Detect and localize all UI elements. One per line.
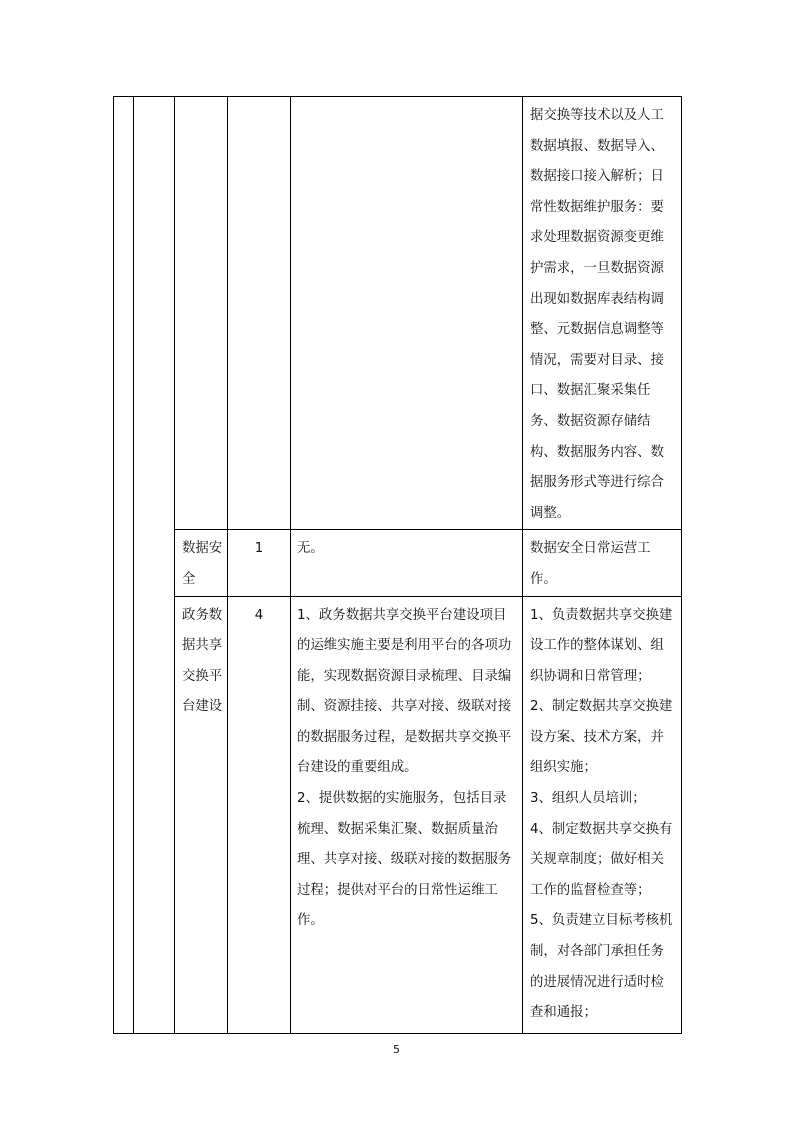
table-row [114, 596, 682, 1033]
duty: 1、负责数据共享交换建设工作的整体谋划、组织协调和日常管理； 2、制定数据共享交换建设方案、技术方案，并组织实施； 3、组织人员培训； 4、制定数据共享交换有关规章制度；做好相关工作的监督检查等； 5、负责建立目标考核机制，对各部门承担任务的进展情况进行适时检查和通报； [530, 607, 673, 1021]
quantity: 1 [254, 541, 264, 557]
quantity-cell [228, 530, 291, 596]
description: 1、政务数据共享交换平台建设项目的运维实施主要是利用平台的各项功能，实现数据资源目录梳理、目录编制、资源挂接、共享对接、级联对接的数据服务过程，是数据共享交换平台建设的重要组成。 2、提供数据的实施服务，包括目录梳理、数据采集汇聚、数据质量治理、共享对接、级联对接的数据服务过程；提供对平台的日常性运维工作。 [297, 607, 512, 929]
quantity: 4 [254, 607, 264, 623]
description: 无。 [297, 541, 324, 557]
duty-cell [523, 97, 682, 530]
item-name-cell [175, 596, 228, 1033]
item-name [175, 97, 227, 101]
outer-column-2 [134, 97, 175, 1034]
table-row [114, 530, 682, 596]
description-cell [291, 97, 523, 530]
duty: 据交换等技术以及人工数据填报、数据导入、数据接口接入解析；日常性数据维护服务：要求处理数据资源变更维护需求，一旦数据资源出现如数据库表结构调整、元数据信息调整等情况，需要对目录、接口、数据汇聚采集任务、数据资源存储结构、数据服务内容、数据服务形式等进行综合调整。 [530, 108, 664, 521]
quantity-cell [228, 97, 291, 530]
service-table [113, 96, 682, 1034]
outer-column-1 [114, 97, 134, 1034]
item-name-cell [175, 530, 228, 596]
description-cell [291, 530, 523, 596]
description [291, 97, 522, 101]
quantity [228, 97, 290, 101]
duty-cell [523, 596, 682, 1033]
description-cell [291, 596, 523, 1033]
duty: 数据安全日常运营工作。 [530, 541, 651, 587]
item-name: 数据安全 [182, 541, 223, 587]
item-name: 政务数据共享交换平台建设 [182, 607, 223, 715]
quantity-cell [228, 596, 291, 1033]
duty-cell [523, 530, 682, 596]
item-name-cell [175, 97, 228, 530]
table-row [114, 97, 682, 530]
page-number: 5 [393, 1043, 400, 1056]
